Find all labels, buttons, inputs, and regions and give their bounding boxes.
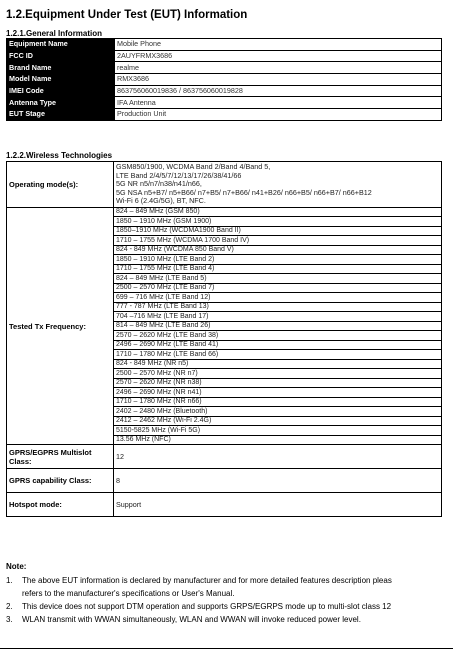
- general-info-value: 2AUYFRMX3686: [115, 50, 442, 62]
- tx-frequency-value: 1710 – 1755 MHz (WCDMA 1700 Band IV): [114, 236, 442, 246]
- page-divider: [0, 648, 453, 649]
- tx-frequency-value: 2412 – 2462 MHz (Wi-Fi 2.4G): [114, 416, 442, 426]
- gprs-multislot-value: 12: [114, 445, 442, 469]
- tx-frequency-value: 13.56 MHz (NFC): [114, 435, 442, 445]
- general-info-value: RMX3686: [115, 74, 442, 86]
- notes-section: [6, 562, 453, 626]
- notes-title: Note:: [6, 562, 27, 571]
- note-item: [6, 574, 453, 600]
- tx-frequency-value: 1850–1910 MHz (WCDMA1900 Band II): [114, 226, 442, 236]
- operating-modes-row: [7, 162, 442, 208]
- wireless-tech-table: [6, 161, 442, 517]
- tx-frequency-value: 2500 – 2570 MHz (LTE Band 7): [114, 283, 442, 293]
- general-info-title: 1.2.1.General Information: [6, 29, 103, 38]
- operating-mode-line: LTE Band 2/4/5/7/12/13/17/26/38/41/66: [116, 170, 242, 180]
- general-info-label: Equipment Name: [7, 39, 115, 51]
- general-info-row: [7, 74, 442, 86]
- operating-mode-line: GSM850/1900, WCDMA Band 2/Band 4/Band 5,: [116, 162, 271, 171]
- gprs-multislot-label: GPRS/EGPRS Multislot Class:: [7, 445, 114, 469]
- gprs-capability-row: [7, 469, 442, 493]
- operating-modes-value: [114, 162, 442, 208]
- general-info-value: IFA Antenna: [115, 97, 442, 109]
- general-info-value: Production Unit: [115, 109, 442, 121]
- tx-frequency-value: 824 - 849 MHz (NR n5): [114, 359, 442, 369]
- tx-frequency-value: 5150-5825 MHz (Wi-Fi 5G): [114, 426, 442, 436]
- general-info-label: Brand Name: [7, 62, 115, 74]
- tx-frequency-value: 704 –716 MHz (LTE Band 17): [114, 312, 442, 322]
- note-number: 3.: [6, 615, 13, 624]
- gprs-multislot-row: [7, 445, 442, 469]
- note-text: This device does not support DTM operation and supports GRPS/EGRPS mode up to multi-slot class 12: [22, 602, 392, 611]
- hotspot-mode-label: Hotspot mode:: [7, 493, 114, 517]
- gprs-capability-value: 8: [114, 469, 442, 493]
- operating-modes-label: Operating mode(s):: [7, 162, 114, 208]
- general-info-value: realme: [115, 62, 442, 74]
- note-item: [6, 600, 453, 613]
- general-info-row: [7, 109, 442, 121]
- tx-frequency-label: Tested Tx Frequency:: [7, 207, 114, 445]
- general-info-label: EUT Stage: [7, 109, 115, 121]
- tx-frequency-value: 2402 – 2480 MHz (Bluetooth): [114, 407, 442, 417]
- wireless-tech-title: 1.2.2.Wireless Technologies: [6, 151, 113, 160]
- hotspot-mode-value: Support: [114, 493, 442, 517]
- note-item: [6, 613, 453, 626]
- tx-frequency-value: 814 – 849 MHz (LTE Band 26): [114, 321, 442, 331]
- general-info-label: IMEI Code: [7, 85, 115, 97]
- general-info-row: [7, 39, 442, 51]
- tx-frequency-value: 1850 – 1910 MHz (LTE Band 2): [114, 255, 442, 265]
- note-number: 1.: [6, 576, 13, 585]
- tx-frequency-value: 1850 – 1910 MHz (GSM 1900): [114, 217, 442, 227]
- general-info-value: Mobile Phone: [115, 39, 442, 51]
- general-info-row: [7, 62, 442, 74]
- note-text: WLAN transmit with WWAN simultaneously, WLAN and WWAN will invoke reduced power level.: [22, 615, 361, 624]
- tx-frequency-value: 1710 – 1780 MHz (LTE Band 66): [114, 350, 442, 360]
- general-info-label: FCC ID: [7, 50, 115, 62]
- note-number: 2.: [6, 602, 13, 611]
- note-text: refers to the manufacturer's specifications or User's Manual.: [22, 589, 235, 598]
- note-text: The above EUT information is declared by manufacturer and for more detailed features description pleas: [22, 576, 392, 585]
- general-info-label: Model Name: [7, 74, 115, 86]
- general-info-label: Antenna Type: [7, 97, 115, 109]
- general-info-row: [7, 85, 442, 97]
- tx-frequency-value: 824 - 849 MHz (WCDMA 850 Band V): [114, 245, 442, 255]
- operating-mode-line: Wi-Fi 6 (2.4G/5G), BT, NFC.: [116, 196, 206, 206]
- tx-frequency-row: [7, 207, 442, 217]
- tx-frequency-value: 699 – 716 MHz (LTE Band 12): [114, 293, 442, 303]
- tx-frequency-value: 824 – 849 MHz (LTE Band 5): [114, 274, 442, 284]
- tx-frequency-value: 777 - 787 MHz (LTE Band 13): [114, 302, 442, 312]
- hotspot-mode-row: [7, 493, 442, 517]
- general-info-value: 863756060019836 / 863756060019828: [115, 85, 442, 97]
- tx-frequency-value: 2496 – 2690 MHz (NR n41): [114, 388, 442, 398]
- general-info-table: [6, 38, 442, 121]
- tx-frequency-value: 824 – 849 MHz (GSM 850): [114, 207, 442, 217]
- tx-frequency-value: 2500 – 2570 MHz (NR n7): [114, 369, 442, 379]
- tx-frequency-value: 2570 – 2620 MHz (LTE Band 38): [114, 331, 442, 341]
- tx-frequency-value: 1710 – 1780 MHz (NR n66): [114, 397, 442, 407]
- tx-frequency-value: 2570 – 2620 MHz (NR n38): [114, 378, 442, 388]
- tx-frequency-value: 2496 – 2690 MHz (LTE Band 41): [114, 340, 442, 350]
- operating-mode-line: 5G NR n5/n7/n38/n41/n66,: [116, 179, 202, 189]
- section-title: 1.2.Equipment Under Test (EUT) Information: [6, 9, 248, 21]
- operating-mode-line: 5G NSA n5+B7/ n5+B66/ n7+B5/ n7+B66/ n41+B26/ n66+B5/ n66+B7/ n66+B12: [116, 187, 372, 197]
- tx-frequency-value: 1710 – 1755 MHz (LTE Band 4): [114, 264, 442, 274]
- gprs-capability-label: GPRS capability Class:: [7, 469, 114, 493]
- general-info-row: [7, 50, 442, 62]
- general-info-row: [7, 97, 442, 109]
